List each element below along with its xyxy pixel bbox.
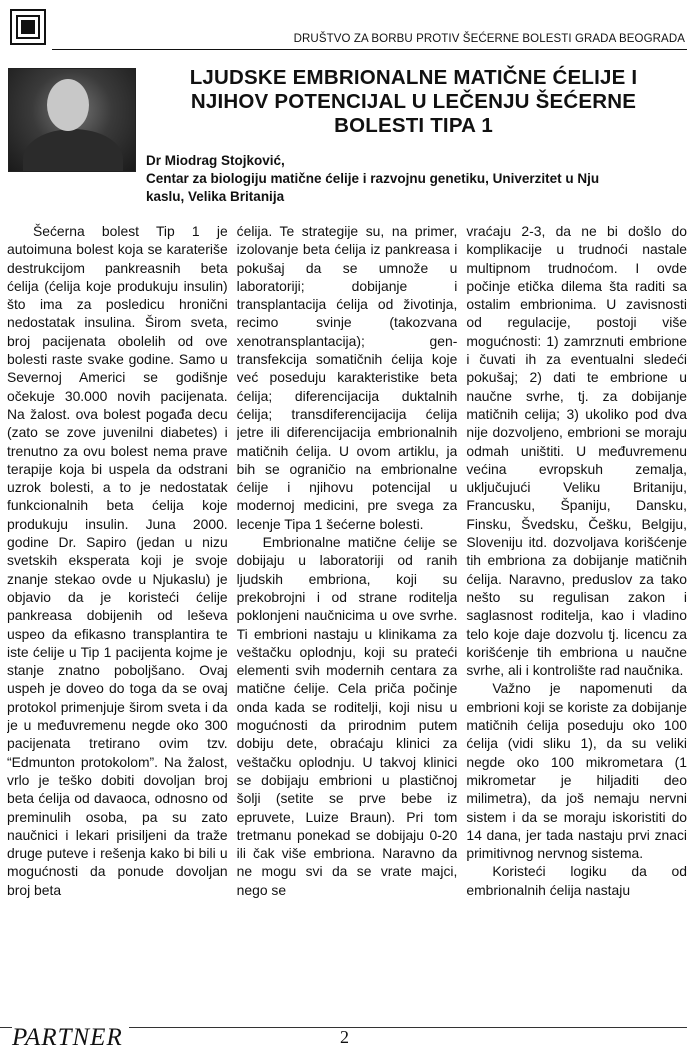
column-1	[7, 222, 228, 1026]
logo-center-square	[21, 20, 35, 34]
paragraph: Embrionalne matične ćelije se dobijaju u laboratoriji od ranih ljudskih embriona, koji su prekobrojni i od strane roditelja poklonjeni naučnicima u ove svrhe. Ti embrioni nastaju u klinikama za veštačku oplodnju, koji su prateći elementi svih modernih centara za matične ćelije. Cela priča počinje onda kada se roditelji, koji nisu u mogućnosti da prirodnim putem dobiju dete, obraćaju klinici za veštačku oplodnju. U takvoj klinici se dobijaju embrioni u plastičnoj šolji (setite se prve bebe iz epruvete, Luize Braun). Pri tom tretmanu ponekad se dobijaju 0-20 ili čak više embriona. Naravno da ne mogu svi da se vrate majci, nego se	[236, 534, 458, 898]
page-number: 2	[340, 1027, 349, 1047]
paragraph: ćelija. Te strategije su, na primer, izolovanje beta ćelija iz pankreasa i pokušaj da se umnože u laboratoriji; dobijanje i transplantacija ćelija od životinja, recimo svinje (takozvana xenotransplantacija); gen-transfekcija somatičnih ćelija koje već poseduju karakteristike beta ćelija; diferencijacija duktalnih ćelija; transdiferencijacija ćelija jetre ili diferencijacija embrionalnih matičnih ćelija. U ovom artiklu, ja bih se ograničio na embrionalne ćelije i njihovu potencijal u modernoj medicini, pre svega za lecenje Tipa 1 šećerne bolesti.	[236, 223, 458, 532]
column-3	[466, 222, 687, 1026]
author-block	[146, 152, 687, 206]
paragraph: Šećerna bolest Tip 1 je autoimuna bolest koja se karateriše destrukcijom pankreasnih beta ćelija (ćelija koje produkuju insulin) što ima za posledicu hronični nedostatak insulina. Širom sveta, broj pacijenata obolelih od ove bolesti raste svake godine. Samo u Severnoj Americi se godišnje očekuje 30.000 novih pacijenata. Na žalost. ova bolest pogađa decu (zato se zove juvenilni diabetes) i trenutno za ovu bolest nema prave terapije koja bi uspela da odstrani uzrok bolesti, a to je nedostatak funkcionalnih beta ćelija koje produkuju insulin. Juna 2000. godine Dr. Sapiro (jedan u nizu svetskih eksperata koji je svoje znanje stekao ovde u Njukaslu) je objavio da je koristeći ćelije pankreasa dobijenih od leševa uspeo da efikasno transplantira te iste ćelije u Tip 1 pacijenta kojme je stanje znatno poboljšano. Ovaj uspeh je doveo do toga da se ovaj protokol primenjuje širom sveta i da je u međuvremenu negde oko 300 pacijenata tretirano ovim tzv. “Edmunton protokolom”. Na žalost, vrlo je teško dobiti dovoljan broj beta ćelija od davaoca, odnosno od preminulih osoba, pa su zato naučnici i lekari prisiljeni da traže druge puteve i rešenja kako bi bili u mogućnosti da ponude dovoljan broj beta	[7, 223, 228, 898]
article-body	[7, 222, 687, 1026]
header-organization: DRUŠTVO ZA BORBU PROTIV ŠEĆERNE BOLESTI GRADA BEOGRADA	[293, 33, 685, 45]
author-affiliation-line: kaslu, Velika Britanija	[146, 189, 285, 204]
column-2	[237, 222, 458, 1026]
photo-face	[47, 79, 89, 131]
organization-logo	[10, 9, 46, 45]
author-name: Dr Miodrag Stojković,	[146, 153, 285, 168]
paragraph: vraćaju 2-3, da ne bi došlo do komplikacije u trudnoći nastale multipnom trudnoćom. I ovde počinje etička dilema šta raditi sa ostalim embrionima. U zavisnosti od regulacije, postoji više mogućnosti: 1) zamrznuti embrione i čuvati ih za eventualni sledeći pokušaj; 2) dati te embrione u naučne svrhe, tj. za dobijanje matičnih celija; 3) ukoliko pod dva nije dozvoljeno, embrioni se moraju odmah uništiti. U međuvremenu većina evropskuh zemalja, uključujući Veliku Britaniju, Francusku, Španiju, Dansku, Finsku, Švedsku, Češku, Belgiju, Sloveniju itd. dozvoljava korišćenje tih embriona za dobijanje matičnih ćelija. Naravno, preduslov za tako nešto su regulisan zakon i saglasnost roditelja, kao i vladino telo koje daje dozvolu tj. licencu za korišćenje tih embriona u naučne svrhe, ali i kontrolište rad naučnika.	[466, 223, 688, 679]
author-photo	[8, 68, 136, 172]
header-divider	[52, 49, 687, 50]
photo-shoulders	[23, 129, 123, 172]
title-line: LJUDSKE EMBRIONALNE MATIČNE ĆELIJE I	[189, 66, 638, 89]
author-affiliation-line: Centar za biologiju matične ćelije i razvojnu genetiku, Univerzitet u Nju	[146, 171, 600, 186]
paragraph: Koristeći logiku da od embrionalnih ćelija nastaju	[466, 863, 688, 898]
title-line: NJIHOV POTENCIJAL U LEČENJU ŠEĆERNE	[190, 90, 637, 113]
article-title	[140, 66, 687, 138]
title-line: BOLESTI TIPA 1	[334, 114, 493, 137]
footer-brand: PARTNER	[12, 1024, 129, 1052]
paragraph: Važno je napomenuti da embrioni koji se koriste za dobijanje matičnih ćelija poseduju oko 100 ćelija (vidi sliku 1), da su veliki negde oko 100 mikrometara (1 mikrometar je hiljaditi deo milimetra), da još nemaju nervni sistem i da se moraju iskoristiti do 14 dana, jer tada nastaju prvi znaci primitivnog nervnog sistema.	[466, 680, 688, 862]
